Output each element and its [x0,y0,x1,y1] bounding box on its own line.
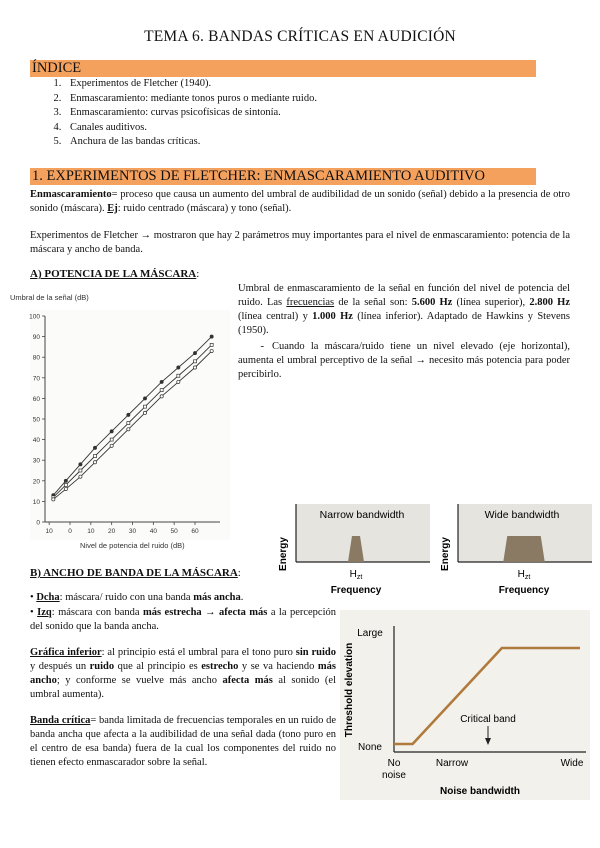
data-point [210,349,213,352]
text: : al principio está el umbral para el tono puro [101,647,296,658]
noise-band-wide [503,536,545,562]
section-b-colon: : [237,567,241,579]
freq-5600: 5.600 Hz [411,297,453,308]
x-tick-label: 10 [87,528,95,535]
data-point [64,483,67,486]
data-point [94,455,97,458]
definition-term: Enmascaramiento [30,189,112,200]
chart-a-ylabel: Umbral de la señal (dB) [10,293,89,302]
narrow-title: Narrow bandwidth [319,509,405,521]
x-tick-label: No [387,758,401,769]
data-point [127,428,130,431]
bullet-bold: afecta más [219,607,268,618]
text: que al principio es [114,661,202,672]
data-point [177,366,180,369]
section-a-bullet-text: Cuando la máscara/ruido tiene un nivel elevado (eje horizontal), aumenta el umbral perceptivo de la señal → necesito más potencia para poder percibirlo. [238,341,570,380]
bullet-bold: más estrecha [143,607,202,618]
definition-text: = proceso que causa un aumento del umbral de audibilidad de un sonido (señal) debido a la presencia de otro sonido (máscara). [30,189,570,214]
grafica-inferior-paragraph [30,646,336,702]
data-point [110,444,113,447]
bullet-text: . [240,592,244,603]
x-tick-label: Narrow [435,758,469,769]
bold: sin ruido [295,647,336,658]
y-tick-label: 10 [32,498,40,506]
x-tick-label: Wide [560,758,584,769]
data-point [160,389,163,392]
data-point [79,463,82,466]
desc-text: (línea central) y [238,311,313,322]
data-point [193,351,196,354]
dash-bullet: - [260,341,264,352]
y-tick-label: Large [357,628,383,639]
data-point [127,413,130,416]
text: y se va haciendo [238,661,318,672]
index-item: 4. Canales auditivos. [64,121,317,136]
banda-critica-text: = banda limitada de frecuencias temporales en un ruido de banda ancha que afecta a la audibilidad de una señal dada (tono puro en el centro de esa banda) fuera de la cual los componentes del ruido no tienen efecto enmascarador sobre la señal. [30,715,336,768]
hzt-label: $H_{zt}$ [349,569,363,581]
data-point [160,380,163,383]
section-1-heading: 1. EXPERIMENTOS DE FLETCHER: ENMASCARAMIENTO AUDITIVO [30,168,536,185]
text: y después un [30,661,90,672]
freq-2800: 2.800 Hz [529,297,571,308]
chart-a-xlabel: Nivel de potencia del ruido (dB) [80,541,185,550]
page-title: TEMA 6. BANDAS CRÍTICAS EN AUDICIÓN [144,28,456,45]
y-tick-label: None [358,742,382,753]
desc-text: de la señal son: [334,297,412,308]
y-tick-label: 30 [32,457,40,465]
example-label: Ej [107,203,118,214]
data-point [143,397,146,400]
data-point [52,498,55,501]
y-tick-label: 50 [32,416,40,424]
banda-critica-label: Banda crítica [30,715,91,726]
example-text: : ruido centrado (máscara) y tono (señal). [117,203,292,214]
y-tick-label: 0 [36,519,40,527]
bullet-text: : máscara/ ruido con una banda [59,592,194,603]
chart-b-xlabel: Noise bandwidth [440,786,520,797]
banda-critica-paragraph [30,714,336,770]
threshold-elevation-chart [340,610,590,800]
bullet-dcha: • Dcha: máscara/ ruido con una banda más ancha. [30,592,244,603]
bold: estrecho [201,661,239,672]
section-a-bullet [238,340,570,382]
wide-bandwidth-figure [434,500,594,598]
index-item: 1. Experimentos de Fletcher (1940). [64,77,317,92]
x-tick-label: 50 [170,528,178,535]
energy-axis-label: Energy [278,537,289,571]
section-b-heading: B) ANCHO DE BANDA DE LA MÁSCARA [30,567,238,579]
bullet-text: : máscara con banda [51,607,144,618]
index-list [30,77,317,150]
y-tick-label: 90 [32,334,40,342]
section-a-heading: A) POTENCIA DE LA MÁSCARA [30,268,197,280]
izq-label: Izq [37,607,52,618]
fletcher-intro: Experimentos de Fletcher → mostraron que hay 2 parámetros muy importantes para el nivel de enmascaramiento: potencia de la máscara y ancho de banda. [30,230,570,255]
bold: más ancho [30,661,336,686]
section-a-colon: : [196,268,200,280]
bold: ruido [89,661,115,672]
data-point [79,475,82,478]
y-tick-label: 40 [32,437,40,445]
narrow-bandwidth-figure [272,500,432,598]
x-tick-label: 40 [149,528,157,535]
y-tick-label: 20 [32,478,40,486]
desc-frequencies: frecuencias [286,297,335,308]
data-point [144,405,147,408]
masking-level-chart [0,286,232,556]
y-tick-label: 100 [29,313,40,321]
chart-b-ylabel: Threshold elevation [344,642,355,738]
data-point [64,479,67,482]
text: al sonido (el umbral aumenta). [30,675,337,700]
data-point [93,461,96,464]
freq-1000: 1.000 Hz [312,311,353,322]
frequency-axis-label: Frequency [498,585,550,596]
data-point [194,360,197,363]
critical-band-label: Critical band [460,714,516,725]
data-point [93,446,96,449]
y-tick-label: 60 [32,395,40,403]
data-point [64,487,67,490]
data-point [110,438,113,441]
data-point [177,380,180,383]
text: ; y conforme se vuelve más ancho [56,675,223,686]
section-b-heading-wrap [30,567,241,579]
bullet-bold: más ancha [193,592,241,603]
index-heading: ÍNDICE [30,60,536,77]
desc-text: Umbral de enmascaramiento de la señal en función del nivel de potencia del ruido. Las [238,283,570,308]
data-point [79,469,82,472]
x-tick-label: 60 [191,528,199,535]
desc-text: (línea superior), [452,297,530,308]
index-item: 5. Anchura de las bandas críticas. [64,135,317,150]
section-a-heading-wrap [30,268,199,280]
desc-text: (línea inferior). Adaptado de Hawkins y Stevens (1950). [238,311,571,336]
data-point [193,366,196,369]
index-item: 3. Enmascaramiento: curvas psicofísicas de sintonía. [64,106,317,121]
data-point [210,343,213,346]
definition-paragraph [30,188,570,216]
arrow: → [201,607,220,618]
energy-axis-label: Energy [440,537,451,571]
x-tick-label: noise [382,770,406,781]
bullet-izq: • Izq: máscara con banda más estrecha → afecta más a la percepción del sonido que la banda ancha. [30,607,336,632]
bold: afecta más [222,675,273,686]
data-point [127,422,130,425]
data-point [177,374,180,377]
data-point [143,411,146,414]
chart-a-frame-bg [30,310,230,540]
y-tick-label: 80 [32,354,40,362]
grafica-label: Gráfica inferior [30,647,102,658]
frequency-axis-label: Frequency [330,585,382,596]
y-tick-label: 70 [32,375,40,383]
bullet-text: a la percepción del sonido que la banda ancha. [30,607,336,632]
data-point [110,430,113,433]
data-point [210,335,213,338]
section-a-description [238,282,570,338]
x-tick-label: 30 [128,528,137,535]
dcha-label: Dcha [36,592,60,603]
data-point [160,395,163,398]
hzt-label: $H_{zt}$ [517,569,531,581]
x-tick-label: 20 [108,528,116,535]
x-tick-label: 10 [45,528,53,535]
wide-title: Wide bandwidth [484,509,560,521]
x-tick-label: 0 [68,528,72,535]
index-item: 2. Enmascaramiento: mediante tonos puros o mediante ruido. [64,92,317,107]
